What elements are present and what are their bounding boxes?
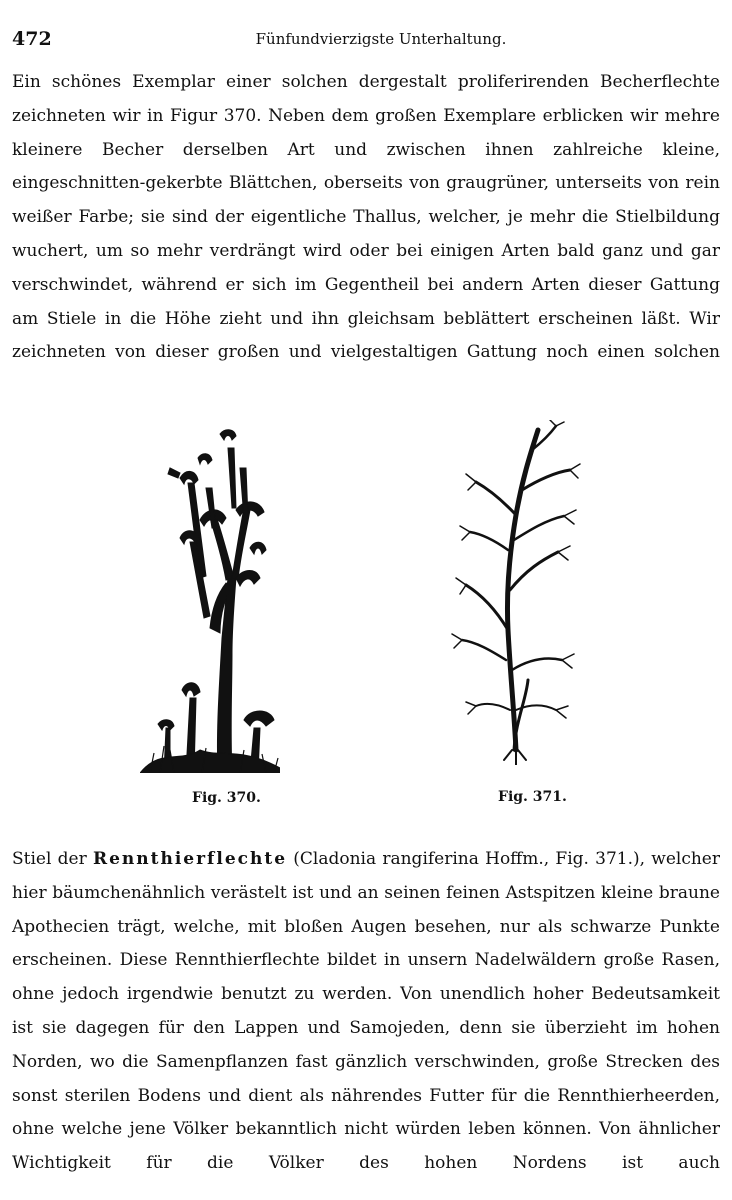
paragraph-1: Ein schönes Exemplar einer solchen dergestalt proliferirenden Becherflechte zeichneten wir in Figur 370. Neben dem großen Exemplare erblicken wir mehre kleinere Becher derselben Art und zwischen ihnen zahlreiche kleine, eingeschnitten-gekerbte Blättchen, oberseits von graugrüner, unterseits von rein weißer Farbe; sie sind der eigentliche Thallus, welcher, je mehr die Stielbildung wuchert, um so mehr verdrängt wird oder bei einigen Arten bald ganz und gar verschwindet, während er sich im Gegentheil bei andern Arten dieser Gattung am Stiele in die Höhe zieht und ihn gleichsam beblättert erscheinen läßt. Wir zeichneten von dieser großen und vielgestaltigen Gattung noch einen solchen — [12, 72, 720, 363]
rennthierflechte-emphasis: Rennthierflechte — [92, 849, 288, 869]
paragraph-2 — [12, 843, 720, 1181]
figure-370-cup-lichen-illustration — [140, 428, 280, 773]
page-number: 472 — [12, 28, 52, 50]
paragraph-2-body: (Cladonia rangiferina Hoffm., Fig. 371.), welcher hier bäumchenähnlich verästelt ist und an seinen feinen Astspitzen kleine braune Apothecien trägt, welche, mit bloßen Augen besehen, nur als schwarze Punkte erscheinen. Diese Rennthierflechte bildet in unsern Nadelwäldern große Rasen, ohne jedoch irgendwie benutzt zu werden. Von unendlich hoher Bedeutsamkeit ist sie dagegen für den Lappen und Samojeden, denn sie überzieht im hohen Norden, wo die Samenpflanzen fast gänzlich verschwinden, große Strecken des sonst sterilen Bodens und dient als nährendes Futter für die Rennthierheerden, ohne welche jene Völker bekanntlich nicht würden leben können. Von ähnlicher Wichtigkeit für die Völker des hohen Nordens ist auch — [12, 849, 720, 1174]
figure-371-caption: Fig. 371. — [498, 789, 567, 805]
figure-370-caption: Fig. 370. — [192, 790, 261, 806]
paragraph-2-lead: Stiel der — [12, 849, 87, 869]
running-title: Fünfundvierzigste Unterhaltung. — [255, 30, 507, 48]
figure-371-reindeer-lichen-illustration — [446, 420, 586, 765]
page-header — [12, 28, 720, 58]
